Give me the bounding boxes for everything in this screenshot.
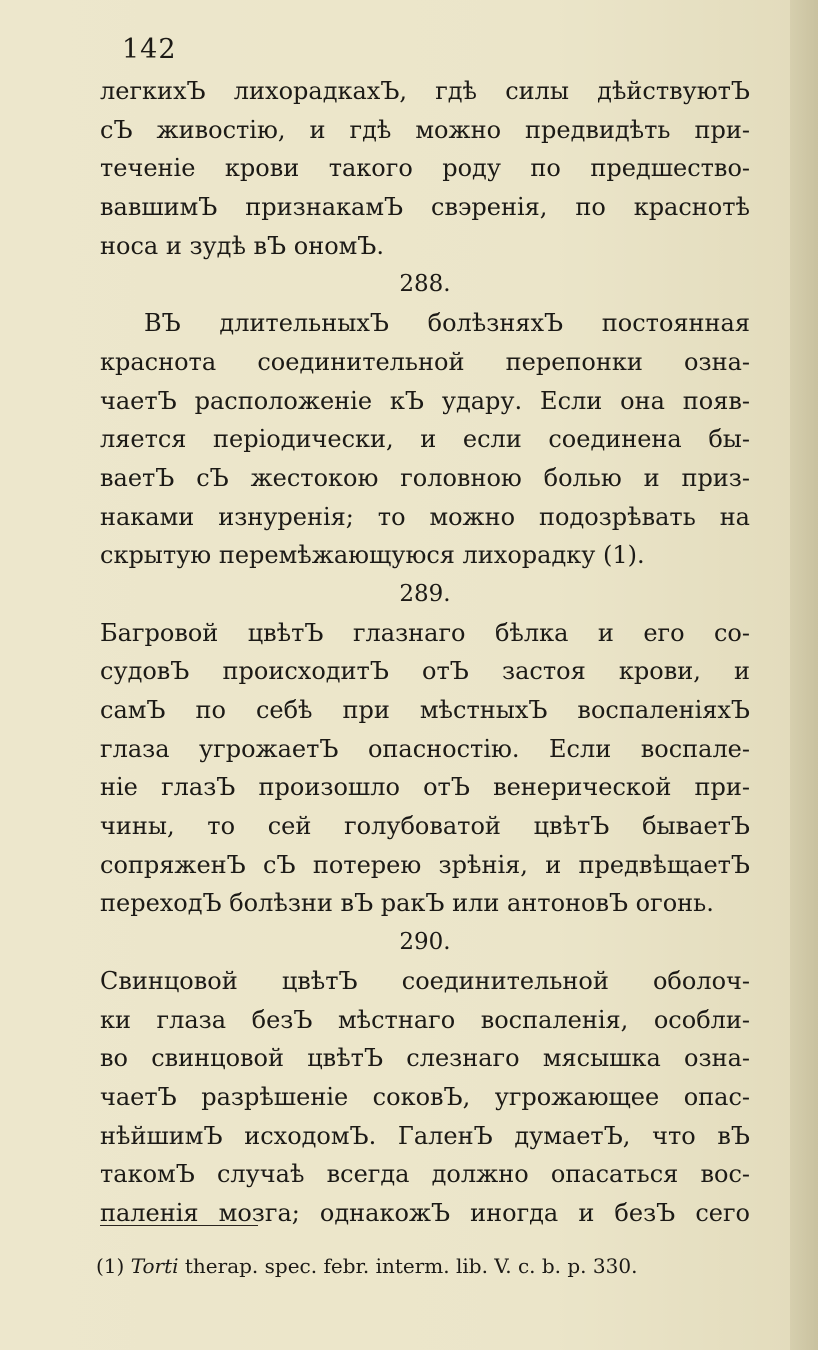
footnote-separator [100,1225,258,1226]
body-text [100,72,750,1233]
text-line: ніе глазЪ произошло отЪ венерической при- [100,773,750,802]
text-line: носа и зудѣ вЪ ономЪ. [100,231,385,260]
footnote-text: therap. spec. febr. interm. lib. V. c. b. p. 330. [184,1254,638,1278]
text-line: Багровой цвѣтЪ глазнаго бѣлка и его со- [100,618,750,647]
text-line: скрытую перемѣжающуюся лихорадку (1). [100,541,645,570]
text-line: сопряженЪ сЪ потерею зрѣнія, и предвѣщаетЪ [100,850,750,879]
text-line: сЪ живостію, и гдѣ можно предвидѣть при- [100,115,750,144]
text-line: наками изнуренія; то можно подозрѣвать на [100,502,750,531]
text-line: такомЪ случаѣ всегда должно опасаться вос- [100,1160,750,1189]
text-line: вавшимЪ признакамЪ свэренія, по краснотѣ [100,193,750,222]
page-number: 142 [122,34,177,65]
text-line: теченіе крови такого роду по предшество- [100,154,750,183]
footnote-author: Torti [130,1254,179,1278]
footnote [96,1251,748,1281]
text-line: чаетЪ разрѣшеніе соковЪ, угрожающее опас- [100,1082,750,1111]
text-line: глаза угрожаетЪ опасностію. Если воспале- [100,734,750,763]
text-line: судовЪ происходитЪ отЪ застоя крови, и [100,657,750,686]
text-line: краснота соединительной перепонки озна- [100,347,750,376]
text-line: ляется періодически, и если соединена бы- [100,425,750,454]
text-line: ки глаза безЪ мѣстнаго воспаленія, особли- [100,1005,750,1034]
text-line: легкихЪ лихорадкахЪ, гдѣ силы дѣйствуютЪ [100,77,750,105]
text-line: самЪ по себѣ при мѣстныхЪ воспаленіяхЪ [100,696,750,724]
text-line: ваетЪ сЪ жестокою головною болью и приз- [100,463,750,492]
text-line: нѣйшимЪ исходомЪ. ГаленЪ думаетЪ, что вЪ [100,1121,750,1150]
text-line: во свинцовой цвѣтЪ слезнаго мясышка озна- [100,1044,750,1073]
text-line: чины, то сей голубоватой цвѣтЪ бываетЪ [100,812,750,841]
section-number: 288. [399,271,451,298]
section-number: 289. [399,580,451,607]
text-line: ВЪ длительныхЪ болѣзняхЪ постоянная [144,309,750,338]
text-line: чаетЪ расположеніе кЪ удару. Если она появ- [100,386,750,415]
text-line: паленія мозга; однакожЪ иногда и безЪ сего [100,1198,750,1227]
text-line: Свинцовой цвѣтЪ соединительной оболоч- [100,966,750,995]
footnote-marker: (1) [96,1254,125,1278]
section-number: 290. [399,929,451,956]
text-line: переходЪ болѣзни вЪ ракЪ или антоновЪ огонь. [100,889,714,918]
page-gutter [790,0,818,1350]
